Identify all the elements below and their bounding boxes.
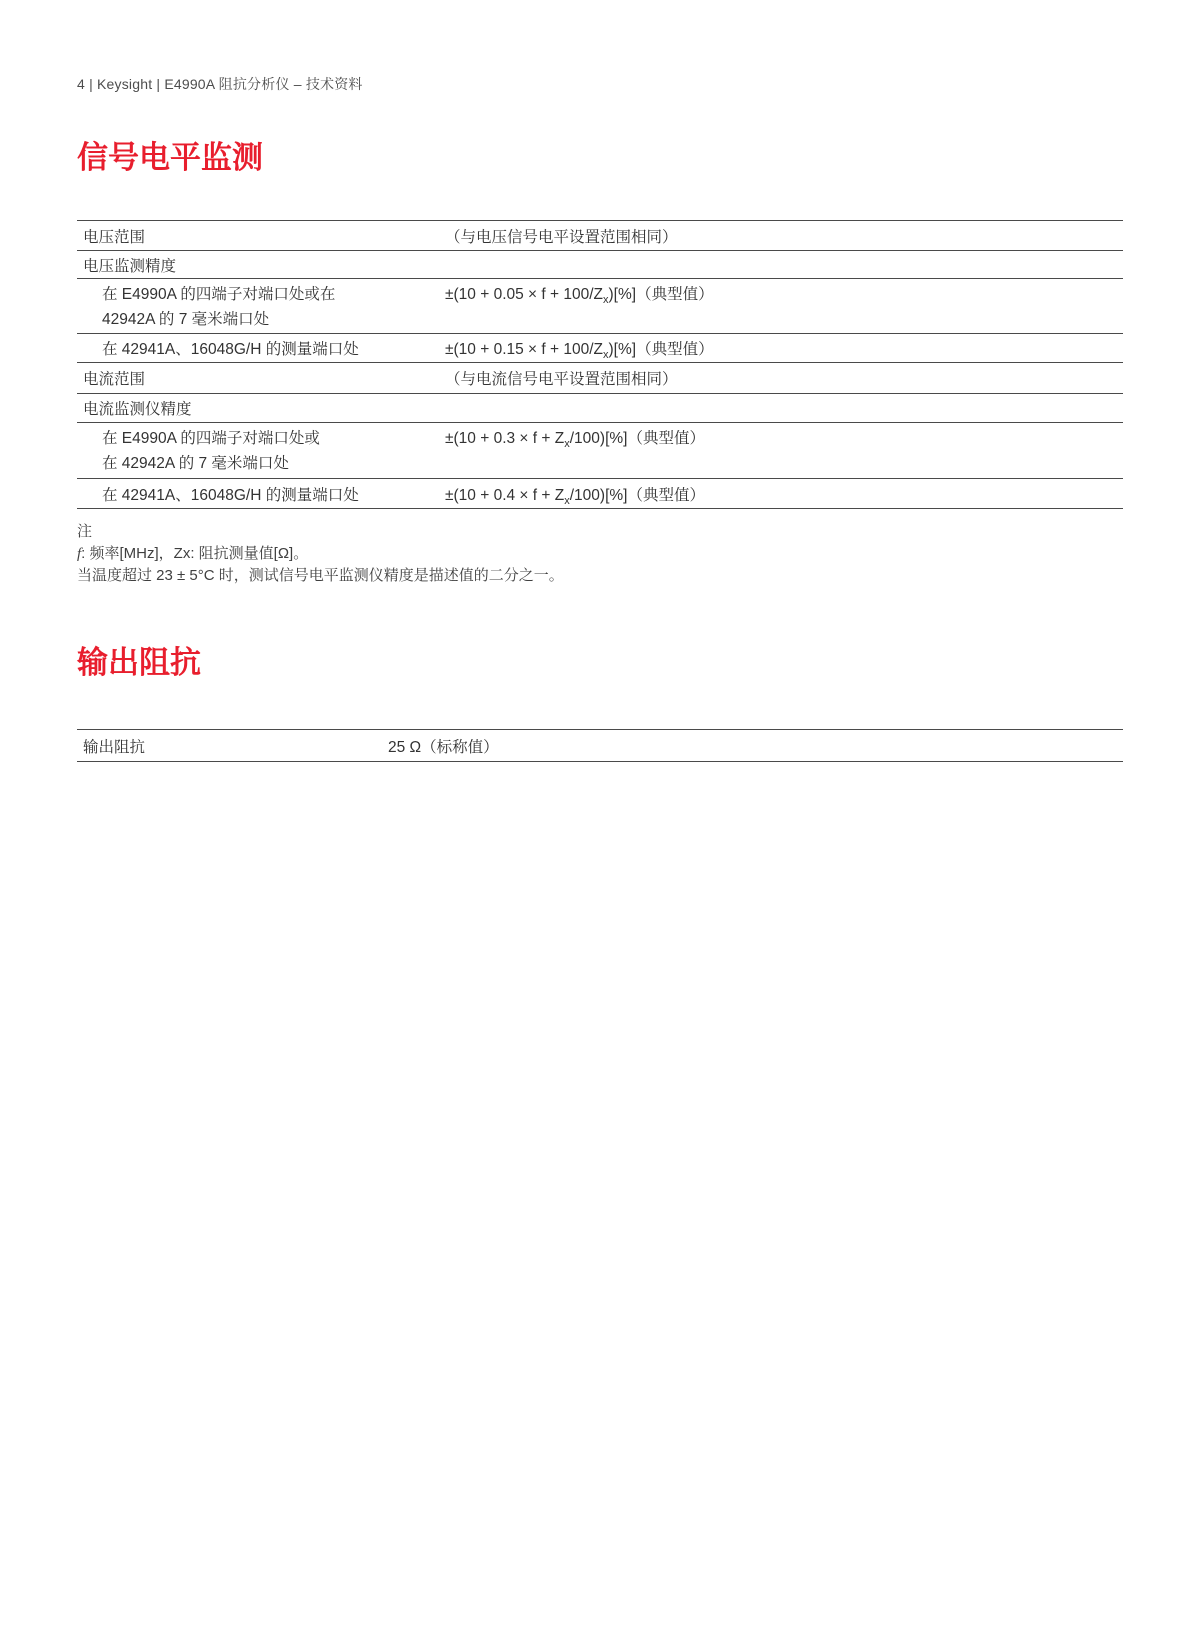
formula-subscript: x	[603, 294, 609, 307]
spec-value: （与电压信号电平设置范围相同）	[445, 228, 678, 246]
spec-value	[445, 337, 1123, 362]
spec-label: 电流范围	[83, 371, 146, 388]
spec-label	[77, 282, 445, 332]
footnotes	[77, 521, 1123, 587]
row-current-accuracy-fixture	[77, 479, 1123, 509]
formula-subscript: x	[564, 438, 570, 451]
note-temperature: 当温度超过 23 ± 5°C 时，测试信号电平监测仪精度是描述值的二分之一。	[77, 567, 564, 584]
spec-label-line1: 在 E4990A 的四端子对端口处或	[102, 430, 320, 447]
row-current-range	[77, 363, 1123, 394]
row-voltage-range	[77, 221, 1123, 251]
row-current-accuracy-4tp	[77, 423, 1123, 479]
row-output-impedance	[77, 730, 1123, 762]
spec-label: 在 42941A、16048G/H 的测量端口处	[102, 486, 359, 504]
formula-text: ±(10 + 0.15 × f + 100/Z	[445, 341, 604, 358]
spec-label: 电流监测仪精度	[83, 401, 192, 418]
formula-text: )[%]（典型值）	[608, 341, 714, 358]
spec-value	[445, 282, 1123, 307]
section-title-output-impedance: 输出阻抗	[77, 645, 201, 680]
output-impedance-spec-table	[77, 729, 1123, 762]
signal-level-spec-table	[77, 220, 1123, 509]
formula-text: ±(10 + 0.05 × f + 100/Z	[445, 286, 604, 303]
row-voltage-monitor-accuracy-header	[77, 251, 1123, 279]
page-header-text: 4 | Keysight | E4990A 阻抗分析仪 – 技术资料	[77, 76, 363, 92]
note-frequency-variable: f	[77, 546, 82, 562]
spec-label	[77, 426, 445, 476]
note-label: 注	[77, 523, 93, 540]
note-definitions-text: : 频率[MHz]，Zx: 阻抗测量值[Ω]。	[81, 545, 309, 562]
note-definitions	[77, 543, 1123, 565]
formula-text: ±(10 + 0.4 × f + Z	[445, 486, 565, 504]
spec-label-line2: 在 42942A 的 7 毫米端口处	[102, 455, 289, 472]
row-voltage-accuracy-4tp	[77, 279, 1123, 334]
spec-label: 电压范围	[83, 228, 146, 246]
page-content	[0, 0, 1199, 762]
spec-label: 电压监测精度	[83, 257, 177, 275]
formula-subscript: x	[603, 349, 609, 362]
spec-value	[445, 483, 1123, 505]
row-current-monitor-accuracy-header	[77, 394, 1123, 423]
spec-label: 在 42941A、16048G/H 的测量端口处	[102, 341, 359, 358]
spec-label: 输出阻抗	[83, 738, 146, 756]
section-title-signal-level-monitoring: 信号电平监测	[77, 140, 263, 175]
formula-text: /100)[%]（典型值）	[569, 486, 705, 504]
spec-value: （与电流信号电平设置范围相同）	[445, 371, 678, 388]
spec-label-line2: 42942A 的 7 毫米端口处	[102, 311, 270, 328]
formula-text: ±(10 + 0.3 × f + Z	[445, 430, 565, 447]
row-voltage-accuracy-fixture	[77, 334, 1123, 363]
formula-subscript: x	[564, 494, 570, 507]
spec-value	[445, 426, 1123, 451]
formula-text: /100)[%]（典型值）	[569, 430, 705, 447]
formula-text: )[%]（典型值）	[608, 286, 714, 303]
spec-value: 25 Ω（标称值）	[388, 738, 499, 756]
spec-label-line1: 在 E4990A 的四端子对端口处或在	[102, 286, 336, 303]
